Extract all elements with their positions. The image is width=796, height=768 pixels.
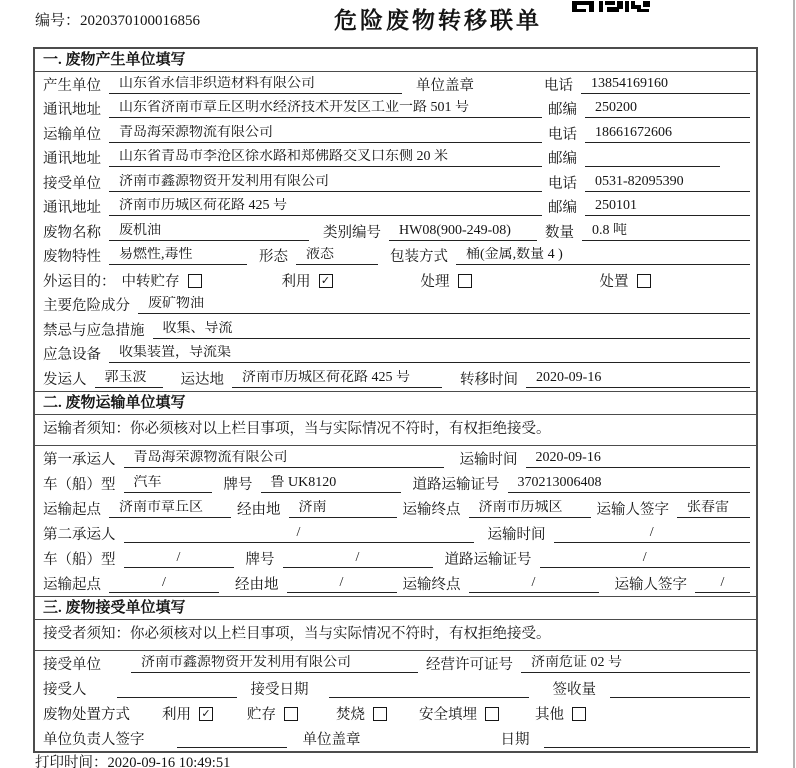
carrier-signature-2-label: 运输人签字 bbox=[614, 576, 687, 593]
receive-date-label: 接受日期 bbox=[250, 681, 309, 698]
disposal-method-label: 废物处置方式 bbox=[43, 706, 130, 723]
producer-phone-label: 电话 bbox=[544, 77, 573, 94]
producer-address-value: 山东省济南市章丘区明水经济技术开发区工业一路 501 号 bbox=[109, 100, 542, 118]
route-origin-label: 运输起点 bbox=[43, 501, 101, 518]
receiver-address-value: 济南市历城区荷花路 425 号 bbox=[109, 198, 542, 216]
responsible-signature-label: 单位负责人签字 bbox=[43, 731, 145, 748]
producer-address-row bbox=[35, 97, 756, 122]
route-end-2-value: / bbox=[469, 575, 599, 593]
transporter-unit-row bbox=[35, 121, 756, 146]
producer-unit-label: 产生单位 bbox=[43, 77, 101, 94]
form-state-value: 液态 bbox=[296, 247, 378, 265]
hazard-component-label: 主要危险成分 bbox=[43, 298, 130, 314]
route-origin-2-label: 运输起点 bbox=[43, 576, 101, 593]
route-origin-value: 济南市章丘区 bbox=[109, 500, 231, 518]
carrier-signature-label: 运输人签字 bbox=[596, 501, 669, 518]
receiver-phone-label: 电话 bbox=[548, 175, 577, 192]
producer-unit-value: 山东省永信非织造材料有限公司 bbox=[109, 76, 402, 94]
waste-name-row bbox=[35, 219, 756, 244]
plate-number-value: 鲁 UK8120 bbox=[261, 475, 401, 493]
receiver-unit-label: 接受单位 bbox=[43, 175, 101, 192]
receiving-unit-row bbox=[35, 651, 756, 676]
vehicle-type-row bbox=[35, 471, 756, 496]
transporter-postcode-label: 邮编 bbox=[548, 151, 577, 167]
checkbox-checked-icon: ✓ bbox=[319, 274, 333, 288]
route-end-label: 运输终点 bbox=[402, 501, 461, 518]
transporter-phone-label: 电话 bbox=[548, 126, 577, 143]
unit-seal-2-label: 单位盖章 bbox=[302, 731, 361, 748]
qr-code-icon bbox=[572, 0, 652, 12]
emergency-equipment-value: 收集装置，导流渠 bbox=[109, 345, 750, 363]
vehicle-type-2-row bbox=[35, 546, 756, 571]
first-carrier-label: 第一承运人 bbox=[43, 451, 116, 468]
first-carrier-row bbox=[35, 446, 756, 471]
route-origin-2-value: / bbox=[109, 575, 219, 593]
receiver-phone-value: 0531-82095390 bbox=[585, 174, 750, 192]
producer-address-label: 通讯地址 bbox=[43, 102, 101, 118]
route-end-2-label: 运输终点 bbox=[402, 576, 461, 593]
disposal-option-label: 其他 bbox=[535, 706, 564, 723]
transport-date-2-label: 运输时间 bbox=[487, 526, 546, 543]
producer-postcode-label: 邮编 bbox=[548, 102, 577, 118]
waste-property-row bbox=[35, 244, 756, 269]
section-3-title: 三. 废物接受单位填写 bbox=[35, 596, 756, 620]
emergency-measures-label: 禁忌与应急措施 bbox=[43, 322, 145, 339]
receiver-person-value bbox=[117, 695, 237, 698]
transporter-address-label: 通讯地址 bbox=[43, 151, 101, 167]
checkbox-icon bbox=[284, 707, 298, 721]
transport-date-label: 运输时间 bbox=[459, 451, 518, 468]
road-permit-2-label: 道路运输证号 bbox=[444, 551, 532, 568]
vehicle-type-value: 汽车 bbox=[124, 475, 212, 493]
form-header bbox=[0, 0, 796, 47]
license-number-value: 济南危证 02 号 bbox=[521, 655, 750, 673]
checkbox-icon bbox=[458, 274, 472, 288]
transporter-unit-value: 青岛海荣源物流有限公司 bbox=[109, 125, 542, 143]
vehicle-type-2-value: / bbox=[124, 550, 234, 568]
transfer-purpose-label: 外运目的： bbox=[43, 273, 116, 290]
receive-date-value bbox=[329, 695, 529, 698]
first-carrier-value: 青岛海荣源物流有限公司 bbox=[124, 450, 444, 468]
shipper-label: 发运人 bbox=[43, 371, 87, 388]
road-permit-value: 370213006408 bbox=[508, 475, 751, 493]
sign-date-label: 日期 bbox=[500, 731, 530, 748]
checkbox-icon bbox=[188, 274, 202, 288]
receiver-postcode-label: 邮编 bbox=[548, 200, 577, 216]
purpose-option-label: 处理 bbox=[420, 273, 450, 290]
disposal-method-row bbox=[35, 701, 756, 726]
plate-number-2-label: 牌号 bbox=[245, 551, 275, 568]
transfer-purpose-row bbox=[35, 268, 756, 293]
responsible-signature-value bbox=[177, 745, 287, 748]
receiver-unit-value: 济南市鑫源物资开发利用有限公司 bbox=[109, 174, 542, 192]
transporter-postcode-value bbox=[585, 164, 720, 167]
carrier-signature-2-value: / bbox=[695, 575, 750, 593]
scan-edge-line bbox=[793, 0, 795, 768]
received-amount-label: 签收量 bbox=[552, 681, 596, 698]
receiver-postcode-value: 250101 bbox=[585, 198, 750, 216]
checkbox-icon bbox=[373, 707, 387, 721]
purpose-option-label: 利用 bbox=[281, 273, 311, 290]
checkbox-icon bbox=[572, 707, 586, 721]
second-carrier-label: 第二承运人 bbox=[43, 526, 116, 543]
transporter-unit-label: 运输单位 bbox=[43, 126, 101, 143]
transporter-address-row bbox=[35, 146, 756, 171]
vehicle-type-label: 车（船）型 bbox=[43, 476, 116, 493]
waste-property-value: 易燃性,毒性 bbox=[109, 247, 247, 265]
disposal-option-label: 利用 bbox=[162, 706, 191, 723]
waste-property-label: 废物特性 bbox=[43, 249, 101, 265]
hazard-component-value: 废矿物油 bbox=[138, 296, 750, 314]
producer-postcode-value: 250200 bbox=[585, 100, 750, 118]
checkbox-checked-icon: ✓ bbox=[199, 707, 213, 721]
form-body bbox=[33, 47, 758, 753]
purpose-option-label: 处置 bbox=[599, 273, 629, 290]
disposal-option-label: 贮存 bbox=[247, 706, 276, 723]
responsible-signature-row bbox=[35, 726, 756, 751]
transporter-address-value: 山东省青岛市李沧区徐水路和郑佛路交叉口东侧 20 米 bbox=[109, 149, 542, 167]
destination-label: 运达地 bbox=[180, 371, 224, 388]
unit-seal-label: 单位盖章 bbox=[416, 77, 474, 94]
second-carrier-value: / bbox=[124, 525, 474, 543]
transporter-phone-value: 18661672606 bbox=[585, 125, 750, 143]
transfer-date-value: 2020-09-16 bbox=[526, 370, 750, 388]
shipper-row bbox=[35, 366, 756, 391]
checkbox-icon bbox=[637, 274, 651, 288]
emergency-measures-value: 收集、导流 bbox=[153, 321, 751, 339]
emergency-equipment-label: 应急设备 bbox=[43, 347, 101, 363]
producer-unit-row bbox=[35, 72, 756, 97]
waste-name-value: 废机油 bbox=[109, 223, 309, 241]
producer-phone-value: 13854169160 bbox=[581, 76, 750, 94]
route-row bbox=[35, 496, 756, 521]
carrier-signature-value: 张春雷 bbox=[677, 500, 750, 518]
vehicle-type-2-label: 车（船）型 bbox=[43, 551, 116, 568]
emergency-equipment-row bbox=[35, 342, 756, 367]
destination-value: 济南市历城区荷花路 425 号 bbox=[232, 370, 442, 388]
receiving-unit-label: 接受单位 bbox=[43, 656, 101, 673]
transfer-date-label: 转移时间 bbox=[460, 371, 518, 388]
received-amount-value bbox=[610, 695, 750, 698]
receiver-person-label: 接受人 bbox=[43, 681, 87, 698]
quantity-value: 0.8 吨 bbox=[582, 223, 750, 241]
sign-date-value bbox=[544, 745, 751, 748]
route-via-2-value: / bbox=[287, 575, 397, 593]
receiver-address-label: 通讯地址 bbox=[43, 200, 101, 216]
receiver-notice: 接受者须知：你必须核对以上栏目事项，当与实际情况不符时，有权拒绝接受。 bbox=[35, 620, 756, 651]
route-via-label: 经由地 bbox=[237, 501, 281, 518]
form-state-label: 形态 bbox=[259, 249, 288, 265]
transport-date-2-value: / bbox=[554, 525, 751, 543]
purpose-option-label: 中转贮存 bbox=[121, 273, 180, 290]
checkbox-icon bbox=[485, 707, 499, 721]
section-1-title: 一. 废物产生单位填写 bbox=[35, 49, 756, 72]
category-code-value: HW08(900-249-08) bbox=[389, 223, 537, 241]
receiving-unit-value: 济南市鑫源物资开发利用有限公司 bbox=[131, 655, 418, 673]
second-carrier-row bbox=[35, 521, 756, 546]
receiver-address-row bbox=[35, 195, 756, 220]
transport-date-value: 2020-09-16 bbox=[526, 450, 751, 468]
receiver-unit-row bbox=[35, 170, 756, 195]
category-code-label: 类别编号 bbox=[323, 224, 381, 241]
quantity-label: 数量 bbox=[545, 224, 574, 241]
print-time: 打印时间：2020-09-16 10:49:51 bbox=[35, 755, 231, 768]
route-2-row bbox=[35, 571, 756, 596]
packaging-value: 桶(金属,数量 4 ) bbox=[456, 247, 750, 265]
hazard-component-row bbox=[35, 293, 756, 318]
road-permit-2-value: / bbox=[540, 550, 751, 568]
road-permit-label: 道路运输证号 bbox=[412, 476, 500, 493]
route-end-value: 济南市历城区 bbox=[469, 500, 591, 518]
disposal-option-label: 安全填埋 bbox=[419, 706, 477, 723]
plate-number-label: 牌号 bbox=[223, 476, 253, 493]
packaging-label: 包装方式 bbox=[390, 249, 448, 265]
transporter-notice: 运输者须知：你必须核对以上栏目事项，当与实际情况不符时，有权拒绝接受。 bbox=[35, 415, 756, 446]
receiver-person-row bbox=[35, 676, 756, 701]
disposal-option-label: 焚烧 bbox=[336, 706, 365, 723]
shipper-value: 郭玉波 bbox=[95, 370, 163, 388]
emergency-measures-row bbox=[35, 317, 756, 342]
section-2-title: 二. 废物运输单位填写 bbox=[35, 391, 756, 415]
form-title: 危险废物转移联单 bbox=[334, 8, 542, 33]
waste-name-label: 废物名称 bbox=[43, 224, 101, 241]
route-via-2-label: 经由地 bbox=[235, 576, 279, 593]
serial-number: 编号：2020370100016856 bbox=[35, 13, 201, 29]
license-number-label: 经营许可证号 bbox=[426, 656, 513, 673]
route-via-value: 济南 bbox=[289, 500, 397, 518]
plate-number-2-value: / bbox=[283, 550, 433, 568]
